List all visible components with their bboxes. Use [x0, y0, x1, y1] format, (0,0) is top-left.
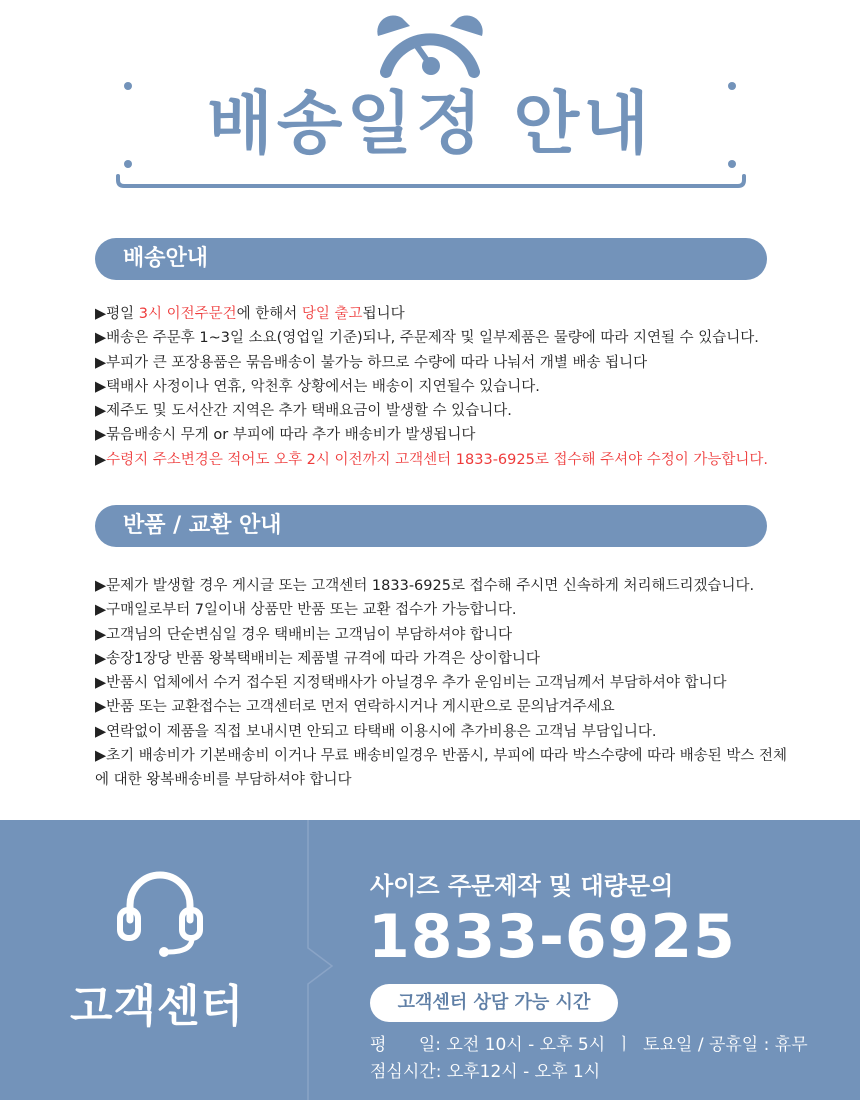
customer-center-panel — [0, 820, 860, 1100]
returns-info-item — [95, 598, 815, 622]
bullet-arrow-icon: ▶ — [95, 306, 107, 322]
highlight-text: 당일 출고 — [301, 306, 363, 322]
bullet-arrow-icon: ▶ — [95, 602, 107, 619]
info-text: 연락없이 제품을 직접 보내시면 안되고 타택배 이용시에 추가비용은 고객님 부담입니다. — [106, 723, 657, 740]
bullet-arrow-icon: ▶ — [95, 699, 107, 716]
inquiry-label: 사이즈 주문제작 및 대량문의 — [370, 872, 674, 900]
bullet-arrow-icon: ▶ — [95, 378, 107, 395]
returns-info-item — [95, 695, 815, 719]
info-text: 배송은 주문후 1~3일 소요(영업일 기준)되나, 주문제작 및 일부제품은 물량에 따라 지연될 수 있습니다. — [106, 330, 759, 347]
info-text: 제주도 및 도서산간 지역은 추가 택배요금이 발생할 수 있습니다. — [106, 403, 512, 420]
page-title: 배송일정 안내 — [207, 85, 653, 164]
bullet-arrow-icon: ▶ — [95, 626, 107, 643]
returns-info-item — [95, 574, 815, 598]
shipping-section-header — [95, 238, 767, 280]
info-text: 송장1장당 반품 왕복택배비는 제품별 규격에 따라 가격은 상이합니다 — [106, 650, 540, 667]
bullet-arrow-icon: ▶ — [95, 451, 107, 468]
shipping-info-item — [95, 448, 815, 472]
bullet-arrow-icon: ▶ — [95, 675, 107, 692]
info-text: 초기 배송비가 기본배송비 이거나 무료 배송비일경우 반품시, 부피에 따라 박스수량에 따라 배송된 박스 전체에 대한 왕복배송비를 부담하셔야 합니다 — [95, 748, 787, 789]
shipping-info-item — [95, 423, 815, 447]
info-text: 평일 — [106, 306, 139, 322]
info-text: 반품시 업체에서 수거 접수된 지정택배사가 아닐경우 추가 운임비는 고객님께서 부담하셔야 합니다 — [106, 675, 727, 692]
info-text: 고객님의 단순변심일 경우 택배비는 고객님이 부담하셔야 합니다 — [106, 626, 512, 643]
info-text: 묶음배송시 무게 or 부피에 따라 추가 배송비가 발생됩니다 — [106, 427, 476, 444]
weekday-hours: 평 일: 오전 10시 - 오후 5시 ㅣ 토요일 / 공휴일 : 휴무 — [370, 1035, 808, 1055]
returns-info-item — [95, 744, 795, 793]
bullet-arrow-icon: ▶ — [95, 748, 107, 765]
returns-info-item — [95, 623, 815, 647]
shipping-info-item — [95, 375, 815, 399]
headset-icon — [110, 860, 210, 960]
bullet-arrow-icon: ▶ — [95, 723, 107, 740]
returns-info-item — [95, 647, 815, 671]
info-text: 택배사 사정이나 연휴, 악천후 상황에서는 배송이 지연될수 있습니다. — [106, 378, 540, 395]
business-hours — [370, 1032, 808, 1086]
returns-info-list — [95, 574, 815, 793]
bullet-arrow-icon: ▶ — [95, 578, 107, 594]
returns-section-title: 반품 / 교환 안내 — [123, 513, 282, 538]
info-text: 반품 또는 교환접수는 고객센터로 먼저 연락하시거나 게시판으로 문의남겨주세요 — [106, 699, 615, 716]
info-text: 구매일로부터 7일이내 상품만 반품 또는 교환 접수가 가능합니다. — [106, 602, 517, 619]
shipping-section-title: 배송안내 — [123, 246, 209, 271]
shipping-info-item — [95, 399, 815, 423]
phone-number[interactable]: 1833-6925 — [368, 902, 736, 972]
highlight-text: 3시 이전주문건 — [138, 306, 237, 322]
shipping-info-list — [95, 302, 815, 472]
highlight-text: 수령지 주소변경은 적어도 오후 2시 이전까지 고객센터 1833-6925로 접수해 주셔야 수정이 가능합니다. — [106, 451, 768, 468]
returns-info-item — [95, 671, 815, 695]
bullet-arrow-icon: ▶ — [95, 650, 107, 667]
bullet-arrow-icon: ▶ — [95, 403, 107, 420]
customer-center-title: 고객센터 — [69, 981, 244, 1032]
returns-info-item — [95, 720, 815, 744]
bullet-arrow-icon: ▶ — [95, 330, 107, 347]
info-text: 에 한해서 — [236, 306, 302, 322]
shipping-info-item — [95, 326, 815, 350]
shipping-info-item — [95, 351, 815, 375]
info-text: 부피가 큰 포장용품은 묶음배송이 불가능 하므로 수량에 따라 나눠서 개별 배송 됩니다 — [106, 354, 648, 371]
bullet-arrow-icon: ▶ — [95, 427, 107, 444]
shipping-info-item — [95, 302, 815, 326]
alarm-clock-icon — [377, 15, 482, 75]
info-text: 됩니다 — [362, 306, 405, 322]
bullet-arrow-icon: ▶ — [95, 354, 107, 371]
hours-badge: 고객센터 상담 가능 시간 — [370, 984, 618, 1022]
page-header — [0, 0, 860, 200]
info-text: 문제가 발생할 경우 게시글 또는 고객센터 1833-6925로 접수해 주시면 신속하게 처리해드리겠습니다. — [106, 578, 755, 594]
returns-section-header — [95, 505, 767, 547]
lunch-hours: 점심시간: 오후12시 - 오후 1시 — [370, 1062, 601, 1082]
